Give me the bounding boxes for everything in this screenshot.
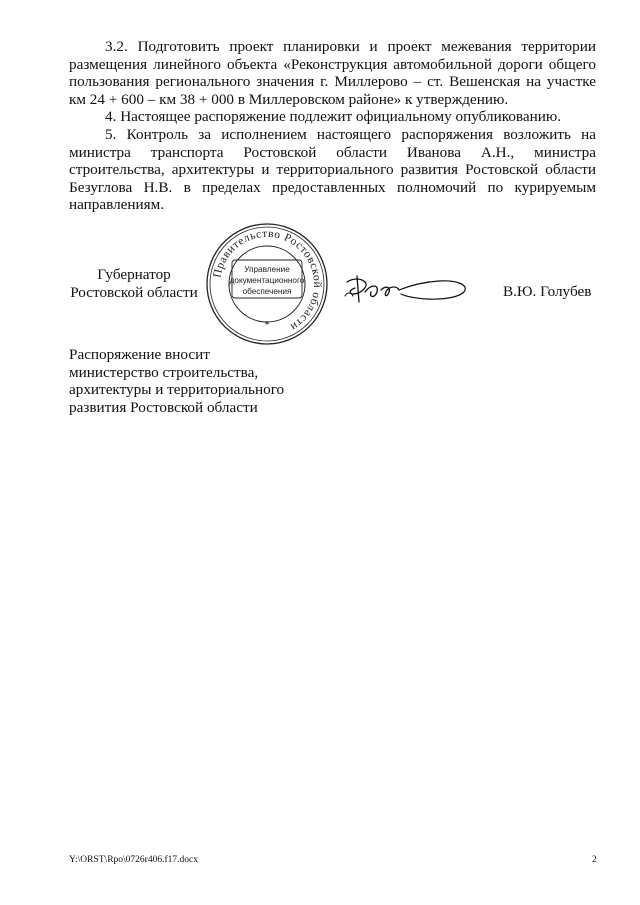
note-line1: Распоряжение вносит [69,346,210,363]
signatory-title [69,266,199,301]
seal-outer-text: Правительство Ростовской области [211,227,324,334]
signatory-title-line1: Губернатор [97,266,171,283]
seal-inner-line1: Управление [244,265,290,274]
paragraph-3-2: 3.2. Подготовить проект планировки и проект межевания территории размещения линейного объекта «Реконструкция автомобильной дороги общего пользования регионального значения г. Миллерово – ст. Вешенская на участке км 24 + 600 – км 38 + 000 в Миллеровском районе» к утверждению. [69,38,596,108]
paragraph-5: 5. Контроль за исполнением настоящего распоряжения возложить на министра транспорта Ростовской области Иванова А.Н., министра строительства, архитектуры и территориального развития Ростовской области Безуглова Н.В. в пределах предоставленных полномочий по курируемым направлениям. [69,126,596,213]
seal-star: * [264,320,270,331]
paragraph-4: 4. Настоящее распоряжение подлежит официальному опубликованию. [105,108,562,125]
official-seal [205,222,329,346]
seal-inner-line2: документационного [229,276,305,285]
signatory-title-line2: Ростовской области [70,283,198,301]
signer-name: В.Ю. Голубев [503,283,592,300]
seal-inner-line3: обеспечения [242,287,292,296]
submitted-by-note [69,346,284,416]
note-line4: развития Ростовской области [69,398,258,416]
footer-file-path: Y:\ORST\Rpo\0726r406.f17.docx [69,855,198,865]
page-number: 2 [592,855,597,865]
note-line2: министерство строительства, [69,363,259,381]
note-line3: архитектуры и территориального [69,381,285,398]
handwritten-signature [343,272,473,308]
